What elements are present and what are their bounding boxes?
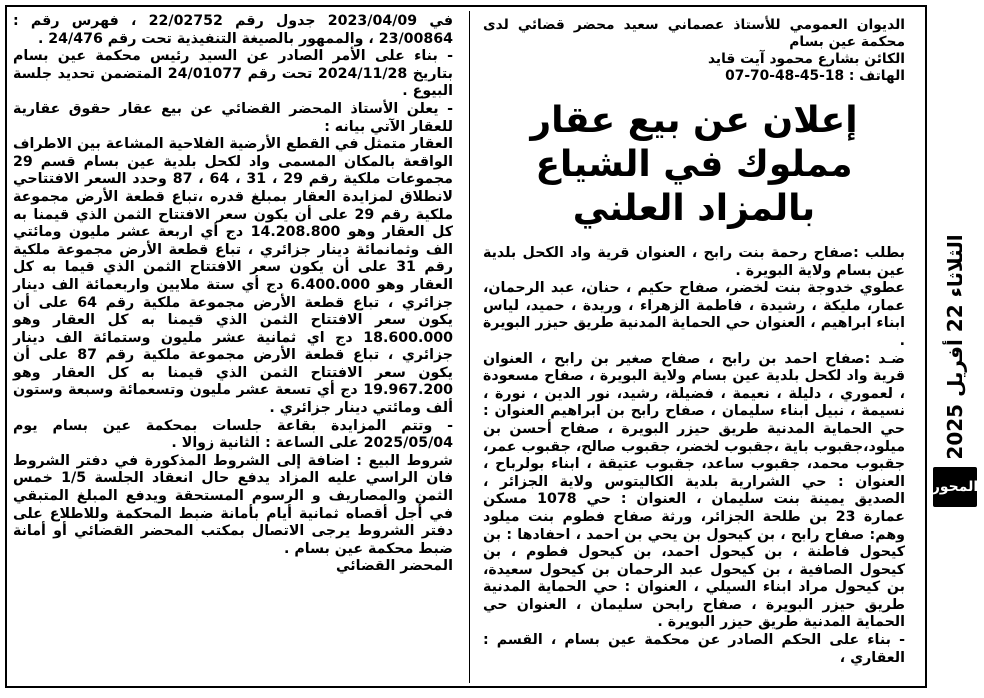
issue-date-strip [931, 5, 979, 688]
bailiff-phone-line: الهاتف : 18-45-48-70-07 [725, 68, 905, 84]
announcement-headline: إعلان عن بيع عقار مملوك في الشياع بالمزاد العلني [530, 100, 858, 229]
newspaper-side-strip [931, 5, 979, 688]
case-reference-paragraph: في 2023/04/09 جدول رقم 22/02752 ، فهرس رقم : 23/00864 ، والممهور بالصيغة التنفيذية تحت رقم 24/476 . [13, 13, 454, 47]
announcement-frame [5, 5, 927, 688]
bailiff-address-line: الكائن بشارع محمود آيت قايد [707, 51, 905, 67]
bailiff-header [483, 17, 905, 85]
plaintiff-paragraph: بطلب :صفاح رحمة بنت رابح ، العنوان قرية واد الكحل بلدية عين بسام ولاية البويرة . [483, 245, 905, 279]
left-column [7, 7, 463, 686]
bailiff-office-line: الديوان العمومي للأستاذ عصماني سعيد محضر قضائي لدى محكمة عين بسام [483, 17, 905, 50]
issue-date-label: الثلاثاء 22 أفريل 2025 [943, 233, 967, 460]
co-plaintiffs-paragraph: عطوي خدوجة بنت لخضر، صفاح حكيم ، حنان، عبد الرحمان، عمار، مليكة ، رشيدة ، فاطمة الزهراء ، وريدة ، حميد، لياس ابناء ابراهيم ، العنوان حي الحماية المدنية طريق حيزر البويرة . [483, 280, 905, 349]
order-paragraph: - بناء على الأمر الصادر عن السيد رئيس محكمة عين بسام بتاريخ 2024/11/28 تحت رقم 24/01077 المتضمن تحديد جلسة البيوع . [13, 48, 453, 100]
property-description-paragraph: العقار متمثل في القطع الأرضية الفلاحية المشاعة بين الاطراف الواقعة بالمكان المسمى واد لكحل بلدية عين بسام قسم 29 مجموعات ملكية رقم 29 ، 31 ، 64 ، 87 وحدد السعر الافتتاحي لانطلاق لمزايدة العقار بمبلغ قدره ،تباع قطعة الأرض مجموعة ملكية رقم 29 على أن يكون سعر الافتتاح الثمن الذي قيمنا به كل العقار وهو 14.208.800 دج أي اربعة عشر مليون ومائتي الف وثمانمائة دينار جزائري ، تباع قطعة الأرض مجموعة ملكية رقم 31 على أن يكون سعر الافتتاح الثمن الذي قيما به كل العقار وهو 6.400.000 دج أي ستة ملايين واربعمائة الف دينار جزائري ، تباع قطعة الأرض مجموعة ملكية رقم 64 على أن يكون سعر الافتتاح الثمن الذي قيمنا به كل العقار وهو 18.600.000 دج اي ثمانية عشر مليون وستمائة الف دينار جزائري ، تباع قطعة الأرض مجموعة ملكية رقم 87 على أن يكون سعر الافتتاح الثمن الذي قيمنا به كل العقار وهو 19.967.200 دج أي تسعة عشر مليون وتسعمائة وسبعة وستون ألف ومائتي دينار جزائري . [13, 136, 454, 417]
right-column [479, 7, 913, 686]
judgment-reference-paragraph: - بناء على الحكم الصادر عن محكمة عين بسام ، القسم : العقاري ، [483, 632, 905, 666]
auction-date-paragraph: - وتتم المزايدة بقاعة جلسات بمحكمة عين بسام يوم 2025/05/04 على الساعة : الثانية زوالا . [13, 417, 453, 452]
sale-announcement-paragraph: - يعلن الأستاذ المحضر القضائي عن بيع عقار حقوق عقارية للعقار الآتي بيانه : [13, 100, 453, 135]
defendants-paragraph: ضـد :صفاح احمد بن رابح ، صفاح صغير بن رابح ، العنوان قرية واد لكحل بلدية عين بسام ولاية البويرة ، صفاح مسعودة ، لعموري ، دليلة ، نعيمة ، فضيلة، رشيد، نور الدين ، نورة ، نسيمة ، نبيل ابناء سليمان ، صفاح رابح بن ابراهيم العنوان : حي الحماية المدنية طريق حيزر البويرة ، صفاح أحسن بن ميلود،جقبوب باية ،جقبوب لخضر، جقبوب صالح، جقبوب عمر، جقبوب محمد، جقبوب ساعد، جقبوب عتيقة ، ابناء بولرباح ، العنوان : حي الشرارية بلدية الكاليتوس ولاية الجزائر ، الصديق يمينة بنت سليمان ، العنوان : حي 1078 مسكن عمارة 23 بن طلحة الجزائر، ورثة صفاح فطوم بنت ميلود وهم: صفاح رابح ، بن كيحول بن يحي بن احمد ، احفادها : بن كيحول فاطنة ، بن كيحول احمد، بن كيحول فطوم ، بن كيحول الصافية ، بن كيحول عبد الرحمان بن كيحول سعيدة، بن كيحول مراد ابناء السيلي ، العنوان : حي الحماية المدنية طريق حيزر البويرة ، صفاح رابحن سليمان ، العنوان حي الحماية المدنية طريق حيزر البويرة . [483, 350, 905, 631]
column-divider [469, 11, 470, 683]
sale-conditions-paragraph: شروط البيع : اضافة إلى الشروط المذكورة في دفتر الشروط فان الراسي عليه المزاد يدفع حال انعقاد الجلسة 1/5 خمس الثمن والمصاريف و الرسوم المستحقة ويدفع المبلغ المتبقي في أجل أقصاه ثمانية أيام بأمانة ضبط المحكمة وللاطلاع على دفتر الشروط يرجى الاتصال بمكتب المحضر القضائي أو أمانة ضبط محكمة عين بسام . [13, 452, 454, 557]
newspaper-logo: المحور [933, 467, 977, 507]
signature: المحضر القضائي [335, 558, 453, 575]
